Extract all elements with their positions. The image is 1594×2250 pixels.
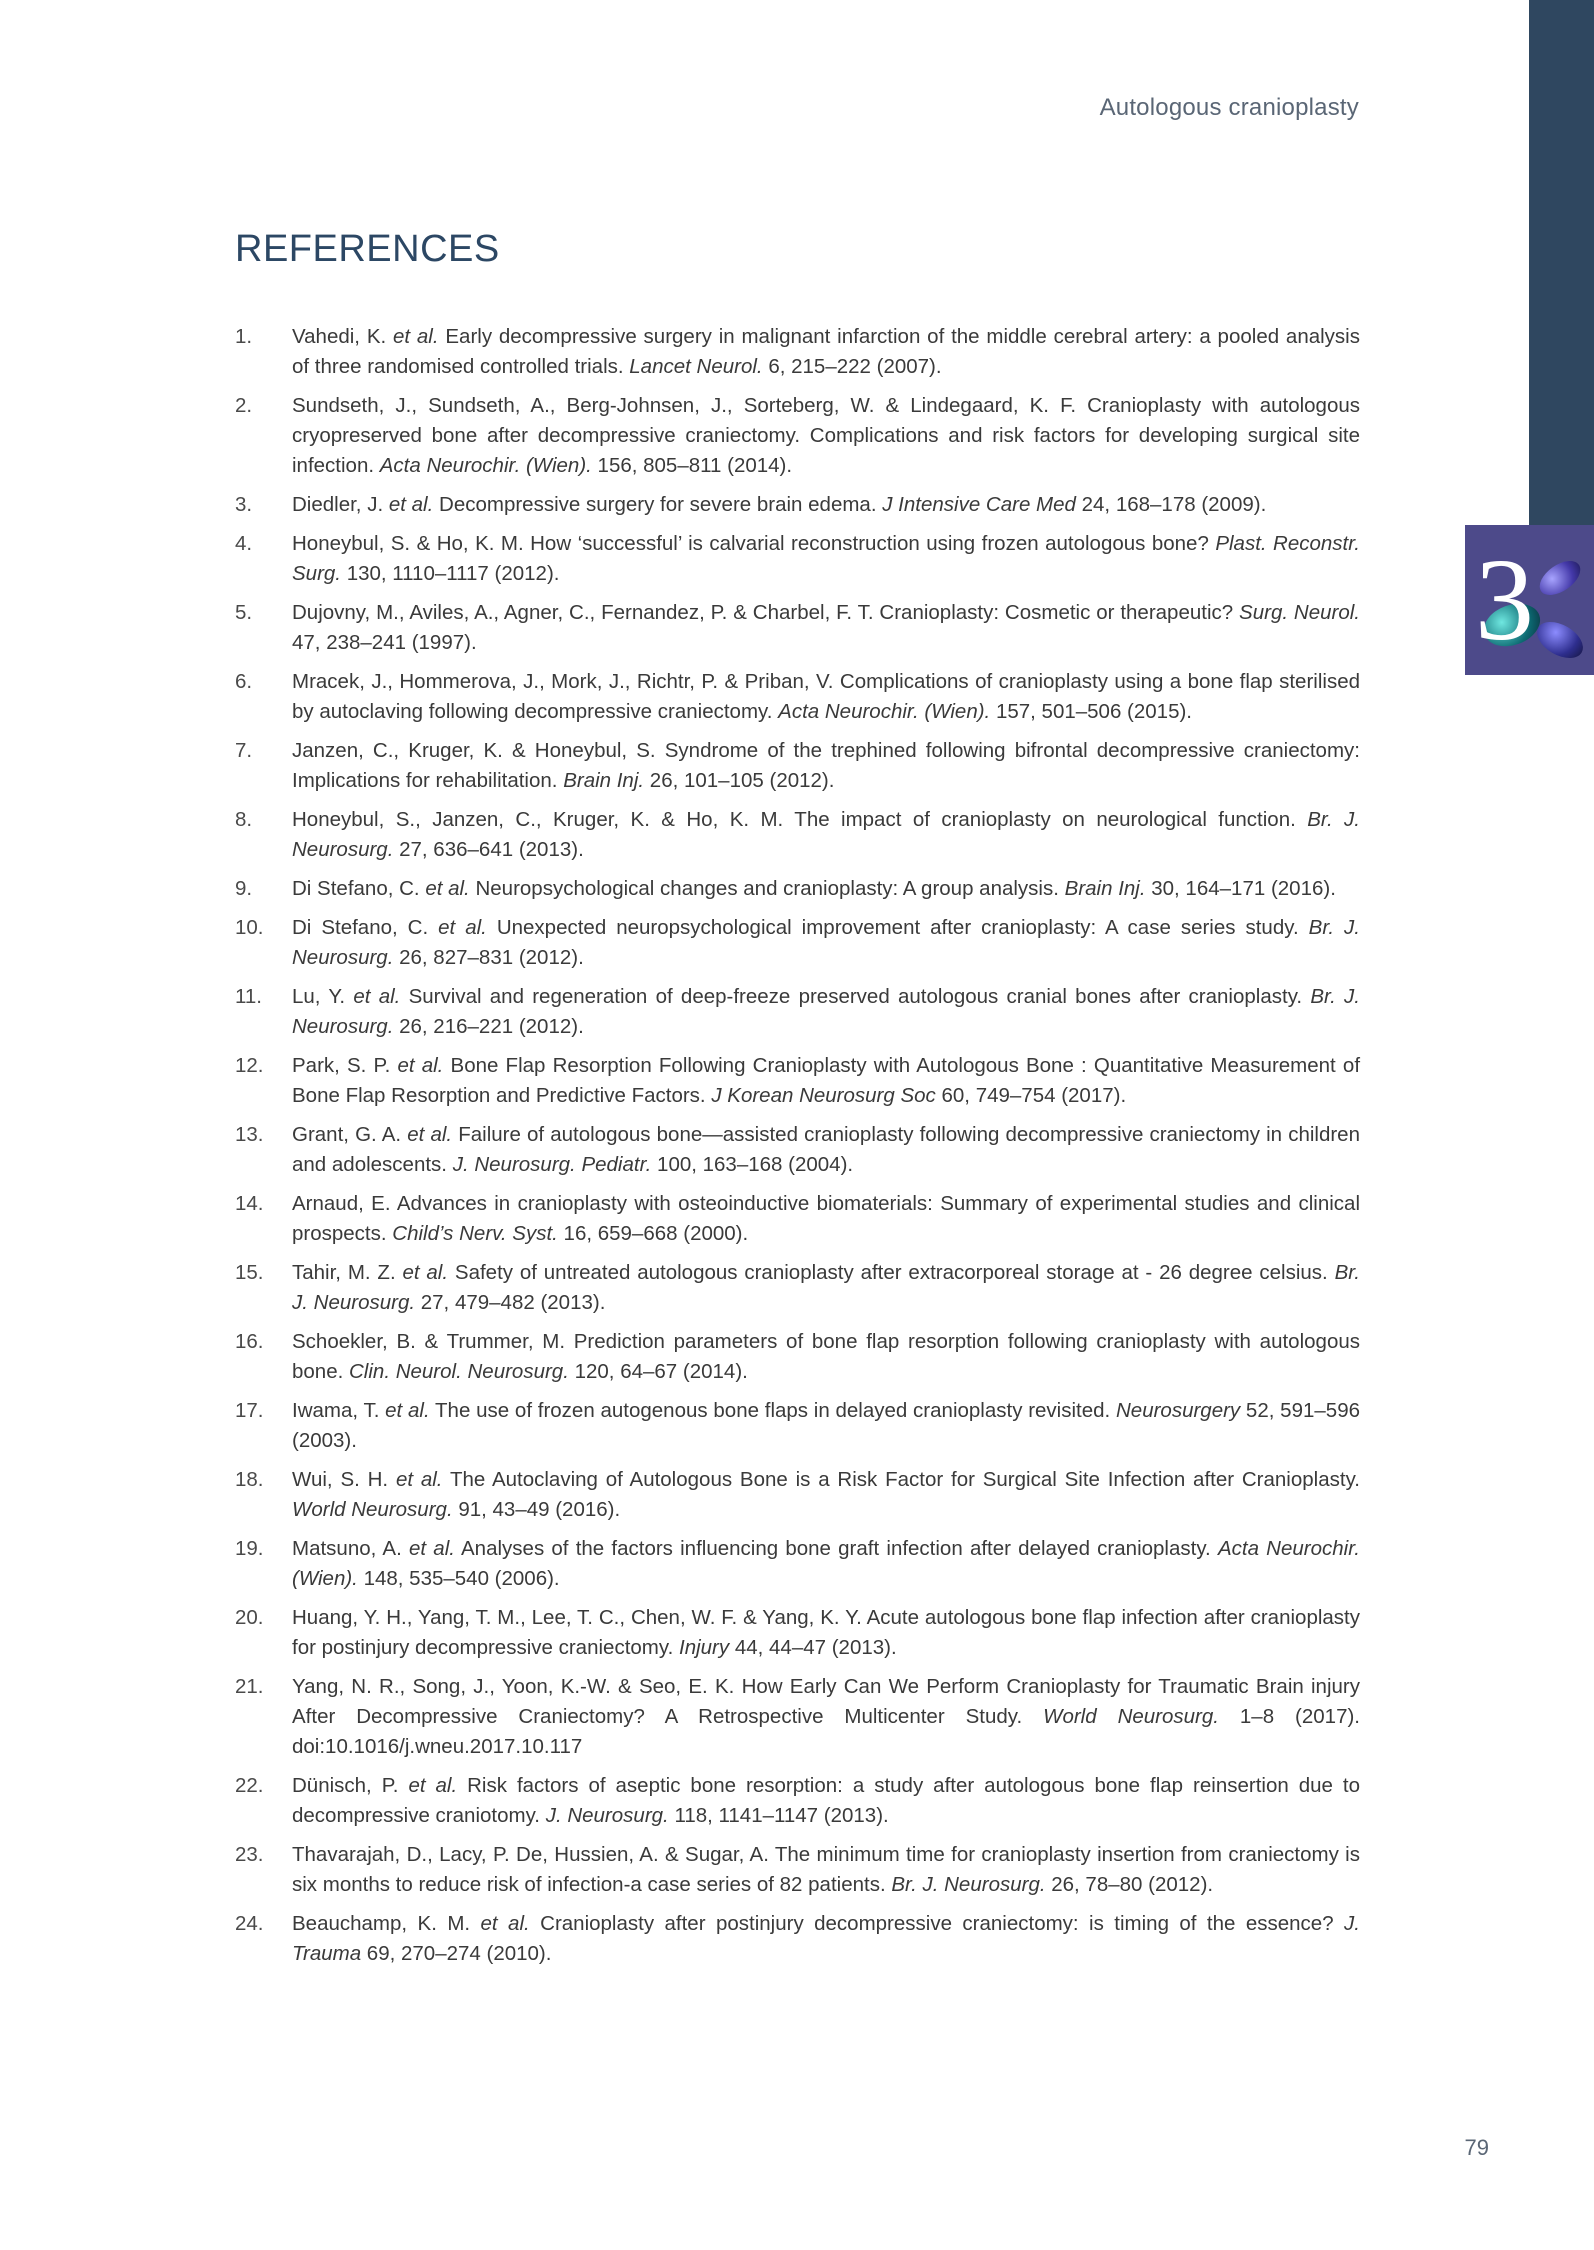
reference-etal: et al. <box>407 1123 453 1146</box>
reference-title: Decompressive surgery for severe brain edema. <box>433 493 883 516</box>
reference-authors: Dujovny, M., Aviles, A., Agner, C., Fernandez, P. & Charbel, F. T. <box>292 601 874 624</box>
reference-item <box>235 1327 1360 1387</box>
reference-authors: Park, S. P. <box>292 1054 398 1077</box>
reference-journal: Acta Neurochir. (Wien). <box>778 700 991 723</box>
reference-authors: Honeybul, S., Janzen, C., Kruger, K. & Ho, K. M. <box>292 808 784 831</box>
reference-number: 16. <box>235 1330 264 1353</box>
reference-item <box>235 1189 1360 1249</box>
reference-number: 13. <box>235 1123 264 1146</box>
reference-item <box>235 874 1360 904</box>
reference-item <box>235 1051 1360 1111</box>
reference-journal: Brain Inj. <box>563 769 645 792</box>
reference-citation: 118, 1141–1147 (2013). <box>668 1804 889 1827</box>
reference-journal: J Intensive Care Med <box>882 493 1076 516</box>
reference-citation: 100, 163–168 (2004). <box>651 1153 854 1176</box>
reference-item <box>235 1120 1360 1180</box>
reference-etal: et al. <box>395 1468 443 1491</box>
reference-title: Unexpected neuropsychological improvement after cranioplasty: A case series study. <box>486 916 1309 939</box>
reference-citation: 1–8 (2017). doi:10.1016/j.wneu.2017.10.117 <box>292 1705 1360 1758</box>
reference-number: 8. <box>235 808 253 831</box>
reference-authors: Schoekler, B. & Trummer, M. <box>292 1330 566 1353</box>
reference-number: 24. <box>235 1912 264 1935</box>
reference-etal: et al. <box>402 1261 449 1284</box>
reference-item <box>235 1258 1360 1318</box>
reference-etal: et al. <box>438 916 487 939</box>
reference-number: 17. <box>235 1399 264 1422</box>
reference-etal: et al. <box>425 877 470 900</box>
reference-citation: 26, 78–80 (2012). <box>1045 1873 1214 1896</box>
reference-citation: 26, 216–221 (2012). <box>393 1015 584 1038</box>
reference-item <box>235 1771 1360 1831</box>
reference-item <box>235 982 1360 1042</box>
reference-item <box>235 1396 1360 1456</box>
running-header: Autologous cranioplasty <box>1099 94 1359 121</box>
reference-authors: Lu, Y. <box>292 985 354 1008</box>
reference-journal: Injury <box>679 1636 730 1659</box>
reference-etal: et al. <box>408 1537 455 1560</box>
reference-journal: J. Trauma <box>292 1912 1360 1965</box>
reference-title: How ‘successful’ is calvarial reconstruction using frozen autologous bone? <box>523 532 1216 555</box>
section-title: REFERENCES <box>235 228 500 270</box>
reference-citation: 148, 535–540 (2006). <box>357 1567 560 1590</box>
reference-item <box>235 490 1360 520</box>
reference-authors: Huang, Y. H., Yang, T. M., Lee, T. C., Chen, W. F. & Yang, K. Y. <box>292 1606 862 1629</box>
reference-authors: Di Stefano, C. <box>292 916 439 939</box>
reference-number: 3. <box>235 493 253 516</box>
reference-journal: Child’s Nerv. Syst. <box>392 1222 558 1245</box>
reference-item <box>235 598 1360 658</box>
reference-number: 11. <box>235 985 262 1008</box>
reference-item <box>235 529 1360 589</box>
reference-journal: J. Neurosurg. <box>545 1804 669 1827</box>
reference-journal: J Korean Neurosurg Soc <box>711 1084 936 1107</box>
reference-number: 22. <box>235 1774 264 1797</box>
reference-citation: 157, 501–506 (2015). <box>990 700 1192 723</box>
chapter-tab <box>1465 525 1594 675</box>
reference-authors: Dünisch, P. <box>292 1774 409 1797</box>
reference-title: Neuropsychological changes and cranioplasty: A group analysis. <box>469 877 1065 900</box>
reference-citation: 27, 636–641 (2013). <box>393 838 584 861</box>
reference-title: The Autoclaving of Autologous Bone is a Risk Factor for Surgical Site Infection after Cranioplasty. <box>442 1468 1360 1491</box>
reference-journal: Lancet Neurol. <box>629 355 763 378</box>
reference-journal: Acta Neurochir. (Wien). <box>292 1537 1360 1590</box>
reference-citation: 26, 101–105 (2012). <box>644 769 835 792</box>
reference-title: Cranioplasty with autologous cryopreserved bone after decompressive craniectomy. Complications and risk factors for developing surgical site infection. <box>292 394 1361 477</box>
reference-title: Bone Flap Resorption Following Cranioplasty with Autologous Bone : Quantitative Measurement of Bone Flap Resorption and Predictive Factors. <box>292 1054 1361 1107</box>
reference-authors: Wui, S. H. <box>292 1468 396 1491</box>
reference-authors: Thavarajah, D., Lacy, P. De, Hussien, A. & Sugar, A. <box>292 1843 769 1866</box>
reference-title: Complications of cranioplasty using a bone flap sterilised by autoclaving following decompressive craniectomy. <box>292 670 1360 723</box>
reference-title: Cranioplasty after postinjury decompressive craniectomy: is timing of the essence? <box>529 1912 1345 1935</box>
reference-etal: et al. <box>388 493 434 516</box>
reference-title: Survival and regeneration of deep-freeze preserved autologous cranial bones after cranioplasty. <box>400 985 1311 1008</box>
reference-item <box>235 1534 1360 1594</box>
reference-citation: 44, 44–47 (2013). <box>729 1636 897 1659</box>
reference-authors: Grant, G. A. <box>292 1123 408 1146</box>
reference-journal: Neurosurgery <box>1115 1399 1241 1422</box>
reference-journal: Surg. Neurol. <box>1239 601 1361 624</box>
reference-number: 1. <box>235 325 253 348</box>
reference-title: The use of frozen autogenous bone flaps in delayed cranioplasty revisited. <box>429 1399 1116 1422</box>
reference-title: Advances in cranioplasty with osteoinductive biomaterials: Summary of experimental studies and clinical prospects. <box>292 1192 1360 1245</box>
reference-list <box>235 322 1360 1978</box>
reference-title: Syndrome of the trephined following bifrontal decompressive craniectomy: Implications for rehabilitation. <box>292 739 1360 792</box>
reference-authors: Diedler, J. <box>292 493 389 516</box>
reference-citation: 30, 164–171 (2016). <box>1145 877 1336 900</box>
reference-journal: Plast. Reconstr. Surg. <box>292 532 1360 585</box>
reference-number: 23. <box>235 1843 264 1866</box>
reference-title: The minimum time for cranioplasty insertion from craniectomy is six months to reduce risk of infection-a case series of 82 patients. <box>292 1843 1360 1896</box>
reference-title: Failure of autologous bone—assisted cranioplasty following decompressive craniectomy in children and adolescents. <box>292 1123 1360 1176</box>
reference-title: Analyses of the factors influencing bone graft infection after delayed cranioplasty. <box>454 1537 1218 1560</box>
reference-item <box>235 1672 1360 1762</box>
reference-etal: et al. <box>393 325 439 348</box>
reference-number: 2. <box>235 394 253 417</box>
reference-authors: Iwama, T. <box>292 1399 386 1422</box>
reference-item <box>235 1909 1360 1969</box>
reference-journal: Br. J. Neurosurg. <box>292 985 1361 1038</box>
reference-journal: Br. J. Neurosurg. <box>292 1261 1360 1314</box>
page-number: 79 <box>1464 2135 1489 2160</box>
reference-authors: Vahedi, K. <box>292 325 393 348</box>
reference-etal: et al. <box>385 1399 430 1422</box>
reference-citation: 27, 479–482 (2013). <box>415 1291 606 1314</box>
reference-number: 6. <box>235 670 253 693</box>
reference-citation: 69, 270–274 (2010). <box>361 1942 552 1965</box>
reference-etal: et al. <box>480 1912 530 1935</box>
reference-item <box>235 322 1360 382</box>
reference-authors: Matsuno, A. <box>292 1537 409 1560</box>
reference-citation: 91, 43–49 (2016). <box>452 1498 621 1521</box>
reference-journal: World Neurosurg. <box>1043 1705 1219 1728</box>
reference-authors: Yang, N. R., Song, J., Yoon, K.-W. & Seo, E. K. <box>292 1675 735 1698</box>
reference-number: 5. <box>235 601 253 624</box>
reference-citation: 52, 591–596 (2003). <box>292 1399 1360 1452</box>
reference-citation: 6, 215–222 (2007). <box>762 355 942 378</box>
reference-item <box>235 391 1360 481</box>
reference-item <box>235 805 1360 865</box>
reference-item <box>235 1465 1360 1525</box>
reference-item <box>235 1840 1360 1900</box>
reference-authors: Tahir, M. Z. <box>292 1261 403 1284</box>
reference-number: 15. <box>235 1261 264 1284</box>
reference-citation: 120, 64–67 (2014). <box>568 1360 748 1383</box>
reference-authors: Mracek, J., Hommerova, J., Mork, J., Richtr, P. & Priban, V. <box>292 670 834 693</box>
reference-journal: Brain Inj. <box>1064 877 1146 900</box>
reference-citation: 16, 659–668 (2000). <box>557 1222 749 1245</box>
reference-citation: 156, 805–811 (2014). <box>591 454 793 477</box>
reference-journal: World Neurosurg. <box>292 1498 453 1521</box>
reference-number: 20. <box>235 1606 264 1629</box>
reference-title: The impact of cranioplasty on neurological function. <box>783 808 1308 831</box>
reference-journal: Clin. Neurol. Neurosurg. <box>349 1360 569 1383</box>
reference-number: 18. <box>235 1468 264 1491</box>
reference-number: 9. <box>235 877 253 900</box>
reference-title: Safety of untreated autologous cranioplasty after extracorporeal storage at - 26 degree celsius. <box>448 1261 1335 1284</box>
reference-citation: 24, 168–178 (2009). <box>1075 493 1267 516</box>
reference-journal: Br. J. Neurosurg. <box>292 808 1360 861</box>
reference-title: Risk factors of aseptic bone resorption: a study after autologous bone flap reinsertion due to decompressive craniotomy. <box>292 1774 1360 1827</box>
chapter-side-strip <box>1529 0 1594 525</box>
reference-etal: et al. <box>397 1054 444 1077</box>
reference-journal: Acta Neurochir. (Wien). <box>379 454 592 477</box>
reference-title: How Early Can We Perform Cranioplasty for Traumatic Brain injury After Decompressive Craniectomy? A Retrospective Multicenter Study. <box>292 1675 1360 1728</box>
reference-authors: Beauchamp, K. M. <box>292 1912 481 1935</box>
reference-number: 12. <box>235 1054 264 1077</box>
reference-item <box>235 913 1360 973</box>
reference-authors: Arnaud, E. <box>292 1192 391 1215</box>
reference-citation: 130, 1110–1117 (2012). <box>341 562 560 585</box>
reference-journal: Br. J. Neurosurg. <box>292 916 1360 969</box>
reference-title: Acute autologous bone flap infection after cranioplasty for postinjury decompressive craniectomy. <box>292 1606 1360 1659</box>
reference-item <box>235 667 1360 727</box>
reference-item <box>235 1603 1360 1663</box>
reference-title: Early decompressive surgery in malignant infarction of the middle cerebral artery: a pooled analysis of three randomised controlled trials. <box>292 325 1360 378</box>
reference-number: 7. <box>235 739 253 762</box>
chapter-number: 3 <box>1475 534 1534 665</box>
reference-etal: et al. <box>353 985 401 1008</box>
reference-number: 10. <box>235 916 264 939</box>
reference-authors: Janzen, C., Kruger, K. & Honeybul, S. <box>292 739 656 762</box>
reference-title: Prediction parameters of bone flap resorption following cranioplasty with autologous bone. <box>292 1330 1360 1383</box>
reference-authors: Honeybul, S. & Ho, K. M. <box>292 532 524 555</box>
reference-item <box>235 736 1360 796</box>
reference-authors: Sundseth, J., Sundseth, A., Berg-Johnsen, J., Sorteberg, W. & Lindegaard, K. F. <box>292 394 1077 417</box>
reference-journal: J. Neurosurg. Pediatr. <box>452 1153 652 1176</box>
reference-number: 4. <box>235 532 253 555</box>
reference-citation: 47, 238–241 (1997). <box>292 631 477 654</box>
reference-citation: 26, 827–831 (2012). <box>393 946 584 969</box>
reference-citation: 60, 749–754 (2017). <box>935 1084 1127 1107</box>
reference-number: 21. <box>235 1675 264 1698</box>
reference-number: 19. <box>235 1537 264 1560</box>
reference-title: Cranioplasty: Cosmetic or therapeutic? <box>873 601 1240 624</box>
reference-number: 14. <box>235 1192 264 1215</box>
reference-etal: et al. <box>408 1774 458 1797</box>
reference-authors: Di Stefano, C. <box>292 877 426 900</box>
reference-journal: Br. J. Neurosurg. <box>891 1873 1046 1896</box>
